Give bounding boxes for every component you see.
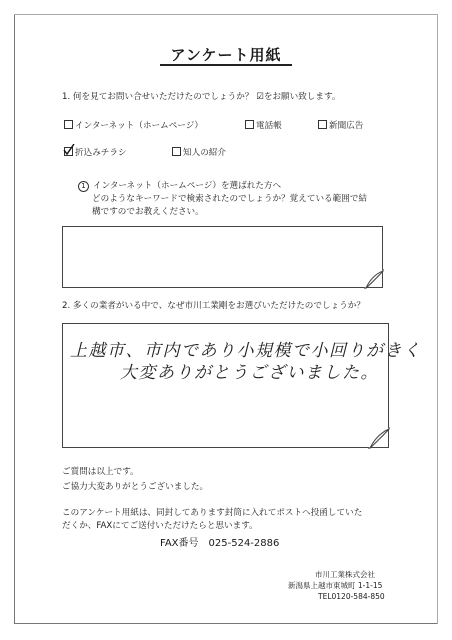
company-tel: TEL0120-584-850: [318, 592, 385, 601]
page-title: アンケート用紙: [170, 46, 282, 64]
handwritten-answer-line1: 上越市、市内であり小規模で小回りがきく: [70, 341, 422, 361]
company-name: 市川工業株式会社: [315, 570, 375, 579]
checkbox-internet[interactable]: [64, 120, 73, 129]
checkmark-icon: [63, 144, 75, 156]
page-frame-top: [14, 14, 438, 15]
title-underline: [160, 64, 292, 66]
closing-line3: このアンケート用紙は、同封してあります封筒に入れてポストへ投函していた: [62, 508, 363, 518]
page-curl-icon: [364, 269, 384, 289]
sub-question-1-line3: 構ですのでお教えください。: [92, 207, 204, 217]
checkbox-flyer-checked[interactable]: [64, 147, 73, 156]
option-internet[interactable]: インターネット（ホームページ）: [64, 120, 203, 132]
company-address: 新潟県上越市東城町 1-1-15: [288, 581, 383, 590]
checkbox-phonebook[interactable]: [245, 120, 254, 129]
closing-line1: ご質問は以上です。: [62, 467, 139, 477]
handwritten-answer-line2: 大変ありがとうございました。: [120, 363, 379, 383]
question-1: 1. 何を見てお問い合せいただけたのでしょうか？ ☑をお願い致します。: [62, 92, 341, 102]
option-acquaintance[interactable]: 知人の紹介: [172, 147, 226, 159]
keyword-answer-box[interactable]: [62, 226, 383, 288]
option-flyer[interactable]: 折込みチラシ: [64, 147, 127, 159]
option-phonebook[interactable]: 電話帳: [245, 120, 282, 132]
checkbox-acquaintance[interactable]: [172, 147, 181, 156]
sub-question-1-line1: 1 インターネット（ホームページ）を選ばれた方へ: [78, 181, 281, 192]
closing-line4: だくか、FAXにてご送付いただけたらと思います。: [62, 521, 258, 531]
circled-one-marker: 1: [78, 181, 89, 192]
sub-question-1-line2: どのようなキーワードで検索されたのでしょうか？覚えている範囲で結: [92, 194, 368, 204]
page-frame: [14, 14, 438, 624]
question-2: 2. 多くの業者がいる中で、なぜ市川工業剛をお選びいただけたのでしょうか？: [62, 301, 365, 311]
checkbox-newspaper[interactable]: [318, 120, 327, 129]
option-newspaper[interactable]: 新聞広告: [318, 120, 363, 132]
page-curl-icon-2: [368, 427, 390, 449]
closing-line2: ご協力大変ありがとうございました。: [62, 482, 209, 492]
fax-number: FAX番号 025-524-2886: [160, 538, 280, 549]
page-frame-right: [437, 14, 438, 624]
